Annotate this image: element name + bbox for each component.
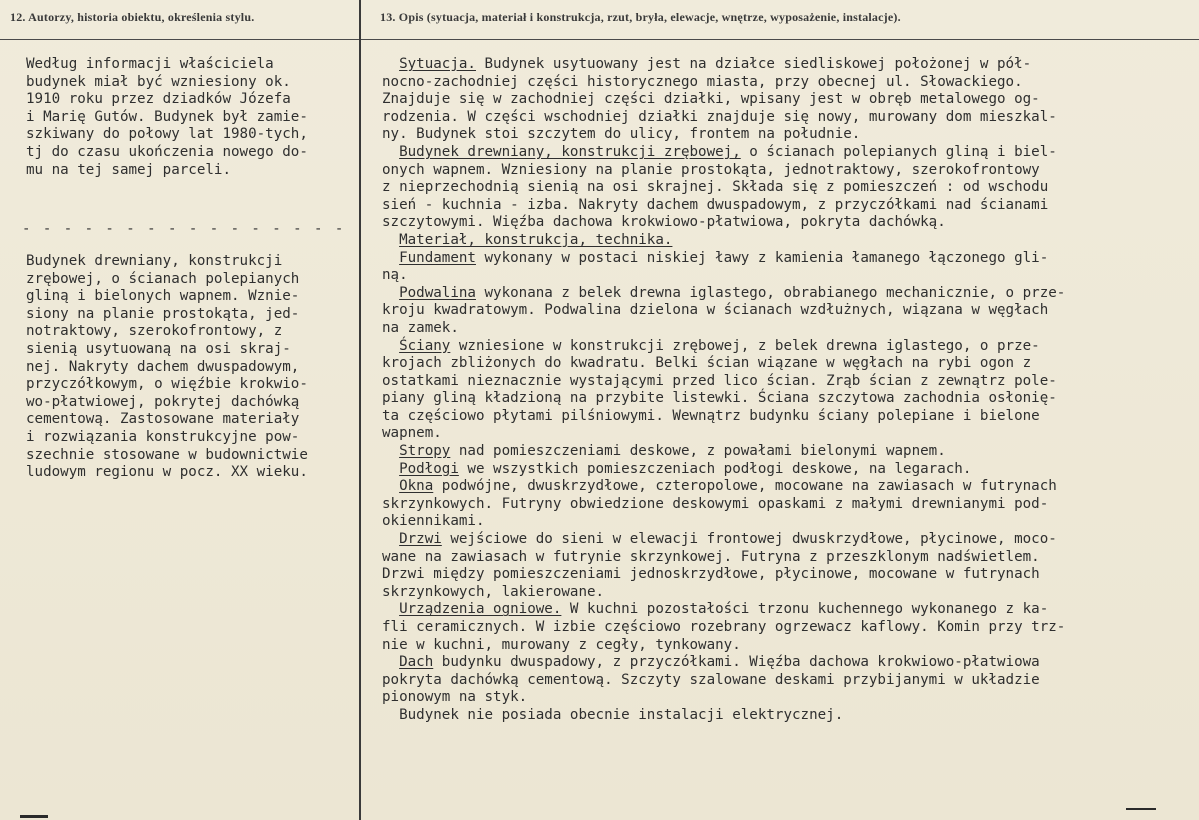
text-line: budynek miał być wzniesiony ok.: [26, 73, 291, 90]
text-line: [382, 197, 1065, 215]
section-12-heading: 12. Autorzy, historia obiektu, określenia stylu.: [10, 10, 255, 24]
text-line: [382, 707, 1065, 725]
text-line: [382, 549, 1065, 567]
line-text: wykonany w postaci niskiej ławy z kamienia łamanego łączonego gli-: [475, 249, 1049, 266]
line-text: Drzwi między pomieszczeniami jednoskrzydłowe, płycinowe, mocowane w futrynach: [382, 566, 1040, 583]
line-text: wane na zawiasach w futrynie skrzynkowej. Futryna z przeszklonym nadświetlem.: [382, 548, 1040, 565]
underlined-heading: Ściany: [399, 337, 451, 354]
text-line: [382, 91, 1065, 109]
text-line: notraktowy, szerokofrontowy, z: [26, 323, 283, 340]
line-text: ny. Budynek stoi szczytem do ulicy, frontem na południe.: [382, 126, 861, 143]
line-text: nocno-zachodniej części historycznego miasta, przy obecnej ul. Słowackiego.: [382, 73, 1023, 90]
underlined-heading: Stropy: [399, 443, 451, 460]
text-line: szechnie stosowane w budownictwie: [26, 446, 308, 463]
text-line: [382, 619, 1065, 637]
column-divider: [359, 0, 361, 820]
text-line: [382, 250, 1065, 268]
text-line: [382, 338, 1065, 356]
building-description-text: [382, 56, 1065, 725]
line-text: rodzenia. W części wschodniej działki znajduje się nowy, murowany dom mieszkal-: [382, 108, 1057, 125]
text-line: [382, 144, 1065, 162]
line-text: z nieprzechodnią sienią na osi skrajnej. Składa się z pomieszczeń : od wschodu: [382, 179, 1049, 196]
underlined-heading: Podłogi: [399, 460, 459, 477]
text-line: [382, 601, 1065, 619]
text-line: [382, 425, 1065, 443]
text-line: [382, 162, 1065, 180]
underlined-heading: Materiał, konstrukcja, technika.: [399, 231, 673, 248]
line-text: krojach zbliżonych do kwadratu. Belki ścian wiązane w węgłach na rybi ogon z: [382, 355, 1032, 372]
line-text: piany gliną kładzioną na przybite listewki. Ściana szczytowa zachodnia osłonię-: [382, 390, 1057, 407]
text-line: [382, 496, 1065, 514]
text-line: [382, 74, 1065, 92]
line-text: fli ceramicznych. W izbie częściowo rozebrany ogrzewacz kaflowy. Komin przy trz-: [382, 619, 1066, 635]
text-line: cementową. Zastosowane materiały: [26, 411, 300, 428]
text-line: [382, 584, 1065, 602]
underlined-heading: Urządzenia ogniowe.: [399, 601, 562, 618]
line-text: W kuchni pozostałości trzonu kuchennego wykonanego z ka-: [561, 601, 1049, 618]
text-line: i Marię Gutów. Budynek był zamie-: [26, 108, 308, 125]
underlined-heading: Okna: [399, 478, 434, 495]
line-text: szczytowymi. Więźba dachowa krokwiowo-płatwiowa, pokryta dachówką.: [382, 214, 946, 231]
line-text: ostatkami nieznacznie wystającymi przed lico ścian. Zrąb ścian z zewnątrz pole-: [382, 372, 1057, 389]
line-text: nad pomieszczeniami deskowe, z powałami bielonymi wapnem.: [450, 443, 946, 460]
text-line: Według informacji właściciela: [26, 56, 274, 72]
text-line: [382, 390, 1065, 408]
text-line: [382, 443, 1065, 461]
line-text: kroju kwadratowym. Podwalina dzielona w ścianach wzdłużnych, wiązana w węgłach: [382, 302, 1049, 319]
text-line: [382, 109, 1065, 127]
page-mark: [1126, 808, 1156, 810]
line-text: budynku dwuspadowy, z przyczółkami. Więźba dachowa krokwiowo-płatwiowa: [433, 654, 1040, 671]
text-line: 1910 roku przez dziadków Józefa: [26, 91, 291, 108]
line-text: o ścianach polepianych gliną i biel-: [740, 143, 1057, 160]
text-line: [382, 531, 1065, 549]
text-line: Budynek drewniany, konstrukcji: [26, 253, 283, 269]
line-text: ta częściowo płytami pilśniowymi. Wewnątrz budynku ściany polepiane i bielone: [382, 407, 1040, 424]
header-divider: [0, 39, 1199, 40]
text-line: [382, 461, 1065, 479]
text-line: [382, 302, 1065, 320]
line-text: wykonana z belek drewna iglastego, obrabianego mechanicznie, o prze-: [475, 284, 1066, 301]
line-text: wapnem.: [382, 425, 442, 442]
line-text: nie w kuchni, murowany z cegły, tynkowany.: [382, 636, 741, 653]
text-line: [382, 408, 1065, 426]
line-text: sień - kuchnia - izba. Nakryty dachem dwuspadowym, z przyczółkami nad ścianami: [382, 196, 1049, 213]
underlined-heading: Dach: [399, 654, 434, 671]
text-line: [382, 267, 1065, 285]
underlined-heading: Fundament: [399, 249, 476, 266]
line-text: wzniesione w konstrukcji zrębowej, z belek drewna iglastego, o prze-: [450, 337, 1040, 354]
text-line: przyczółkowym, o więźbie krokwio-: [26, 376, 308, 393]
text-line: szkiwany do połowy lat 1980-tych,: [26, 126, 308, 143]
text-line: [382, 285, 1065, 303]
text-line: ludowym regionu w pocz. XX wieku.: [26, 464, 308, 481]
line-text: okiennikami.: [382, 513, 485, 530]
text-line: [382, 478, 1065, 496]
line-text: pionowym na styk.: [382, 689, 528, 706]
text-line: [382, 513, 1065, 531]
text-line: [382, 672, 1065, 690]
line-text: podwójne, dwuskrzydłowe, czteropolowe, mocowane na zawiasach w futrynach: [433, 478, 1057, 495]
text-line: [382, 654, 1065, 672]
text-line: [382, 179, 1065, 197]
line-text: Budynek nie posiada obecnie instalacji elektrycznej.: [382, 706, 844, 723]
line-text: Znajduje się w zachodniej części działki, wpisany jest w obręb metalowego og-: [382, 91, 1040, 108]
line-text: we wszystkich pomieszczeniach podłogi deskowe, na legarach.: [458, 460, 972, 477]
line-text: na zamek.: [382, 319, 459, 336]
line-text: onych wapnem. Wzniesiony na planie prostokąta, jednotraktowy, szerokofrontowy: [382, 161, 1040, 178]
text-line: [382, 355, 1065, 373]
authors-history-text: [26, 56, 308, 179]
text-line: nej. Nakryty dachem dwuspadowym,: [26, 358, 300, 375]
line-text: ną.: [382, 267, 408, 284]
text-line: i rozwiązania konstrukcyjne pow-: [26, 428, 300, 445]
text-line: [382, 126, 1065, 144]
text-line: [382, 689, 1065, 707]
underlined-heading: Drzwi: [399, 531, 442, 548]
line-text: skrzynkowych. Futryny obwiedzione deskowymi opaskami z małymi drewnianymi pod-: [382, 495, 1049, 512]
line-text: skrzynkowych, lakierowane.: [382, 583, 605, 600]
text-line: mu na tej samej parceli.: [26, 161, 231, 178]
text-line: [382, 232, 1065, 250]
text-line: [382, 214, 1065, 232]
underlined-heading: Podwalina: [399, 284, 476, 301]
dashed-separator: - - - - - - - - - - - - - - - -: [22, 221, 346, 237]
line-text: pokryta dachówką cementową. Szczyty szalowane deskami przybijanymi w układzie: [382, 671, 1040, 688]
text-line: siony na planie prostokąta, jed-: [26, 305, 300, 322]
text-line: tj do czasu ukończenia nowego do-: [26, 143, 308, 160]
text-line: gliną i bielonych wapnem. Wznie-: [26, 288, 300, 305]
text-line: sienią usytuowaną na osi skraj-: [26, 340, 291, 357]
underlined-heading: Budynek drewniany, konstrukcji zrębowej,: [399, 143, 741, 160]
text-line: [382, 637, 1065, 655]
text-line: [382, 56, 1065, 74]
style-description-text: [26, 253, 308, 482]
line-text: Budynek usytuowany jest na działce siedliskowej położonej w pół-: [475, 56, 1032, 72]
section-13-heading: 13. Opis (sytuacja, materiał i konstrukcja, rzut, bryła, elewacje, wnętrze, wyposażenie, instalacje).: [380, 10, 901, 24]
text-line: [382, 373, 1065, 391]
text-line: [382, 566, 1065, 584]
text-line: wo-płatwiowej, pokrytej dachówką: [26, 393, 300, 410]
text-line: zrębowej, o ścianach polepianych: [26, 270, 300, 287]
underlined-heading: Sytuacja.: [399, 56, 476, 72]
text-line: [382, 320, 1065, 338]
line-text: wejściowe do sieni w elewacji frontowej dwuskrzydłowe, płycinowe, moco-: [441, 531, 1057, 548]
page-mark: [20, 815, 48, 818]
